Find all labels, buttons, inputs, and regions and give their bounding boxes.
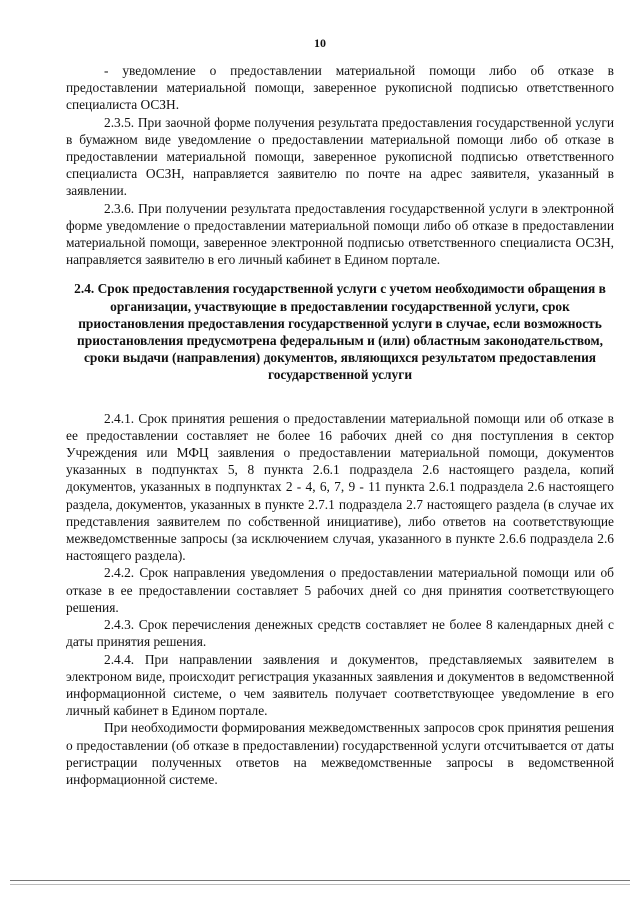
page-number: 10 xyxy=(314,36,326,50)
section-heading-2-4: 2.4. Срок предоставления государственной услуги с учетом необходимости обращения в организации, участвующие в предоставлении государственной услуги, срок приостановления предоставления государственной услуги в случае, если возможность приостановления предусмотрена федеральным и (или) областным законодательством, сроки выдачи (направления) документов, являющихся результатом предоставления государственной услуги xyxy=(74,281,606,383)
paragraph-2-4-4: 2.4.4. При направлении заявления и документов, представляемых заявителем в электроном виде, происходит регистрация указанных заявления и документов в ведомственной информационной системе, о чем заявитель получает соответствующее уведомление в его личный кабинет в Едином портале. xyxy=(66,651,614,719)
paragraph-2-3-6: 2.3.6. При получении результата предоставления государственной услуги в электронной форме уведомление о предоставлении материальной помощи либо об отказе в предоставлении материальной помощи, заверенное электронной подписью ответственного специалиста ОСЗН, направляется заявителю в его личный кабинет в Едином портале. xyxy=(66,200,614,268)
paragraph-notification-handwritten: - уведомление о предоставлении материальной помощи либо об отказе в предоставлении материальной помощи, заверенное рукописной подписью ответственного специалиста ОСЗН. xyxy=(66,63,614,113)
page-bottom-border-secondary xyxy=(10,884,630,885)
paragraph-2-4-1: 2.4.1. Срок принятия решения о предоставлении материальной помощи или об отказе в ее предоставлении составляет не более 16 рабочих дней со дня поступления в сектор Учреждения или МФЦ заявления о предоставлении материальной помощи, документов указанных в подпунктах 5, 8 пункта 2.6.1 подраздела 2.6 настоящего раздела, копий документов, указанных в подпунктах 2 - 4, 6, 7, 9 - 11 пункта 2.6.1 подраздела 2.6 настоящего раздела, документов, указанных в пункте 2.7.1 подраздела 2.7 настоящего раздела (в случае их представления заявителем по собственной инициативе), либо ответов на соответствующие межведомственные запросы (за исключением случая, указанного в пункте 2.6.6 подраздела 2.6 настоящего раздела). xyxy=(66,410,614,564)
paragraph-2-4-3: 2.4.3. Срок перечисления денежных средств составляет не более 8 календарных дней с даты принятия решения. xyxy=(66,617,614,650)
page-bottom-border xyxy=(10,880,630,881)
paragraph-2-3-5: 2.3.5. При заочной форме получения результата предоставления государственной услуги в бумажном виде уведомление о предоставлении материальной помощи либо об отказе в предоставлении материальной помощи, заверенное рукописной подписью ответственного специалиста ОСЗН, направляется заявителю по почте на адрес заявителя, указанный в заявлении. xyxy=(66,114,614,199)
paragraph-interagency-requests: При необходимости формирования межведомственных запросов срок принятия решения о предоставлении (об отказе в предоставлении) государственной услуги отсчитывается от даты регистрации полученных ответов на межведомственные запросы в ведомственной информационной системе. xyxy=(66,720,614,787)
document-body xyxy=(66,62,614,788)
paragraph-2-4-2: 2.4.2. Срок направления уведомления о предоставлении материальной помощи или об отказе в ее предоставлении составляет 5 рабочих дней со дня принятия соответствующего решения. xyxy=(66,565,614,615)
